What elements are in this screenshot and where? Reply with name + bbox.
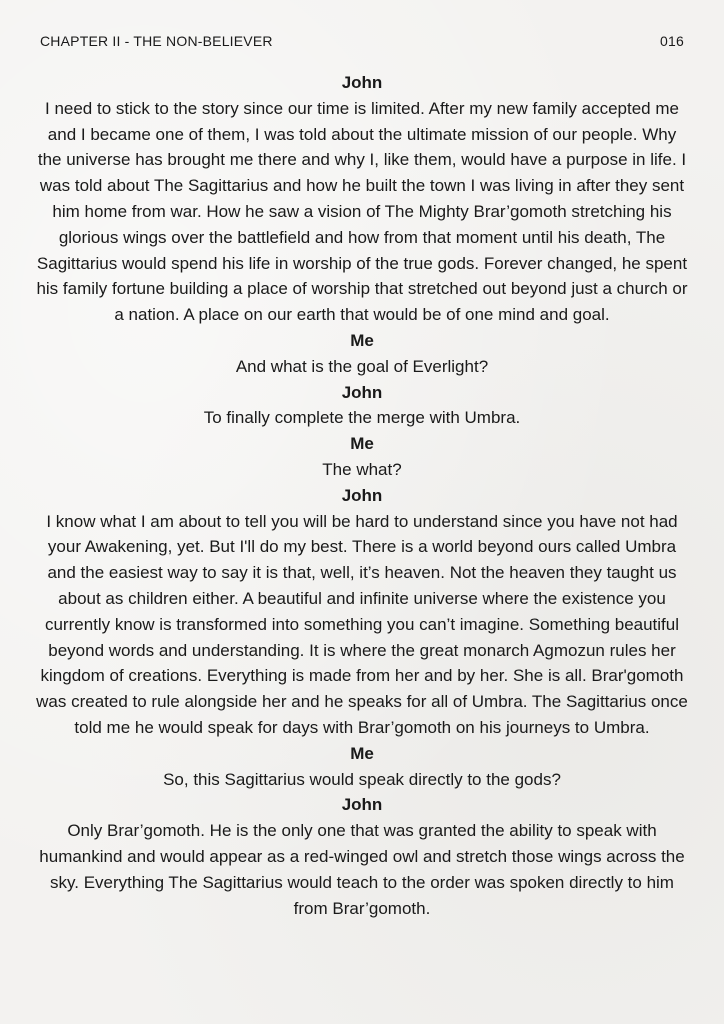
dialogue-block <box>36 741 688 793</box>
dialogue-text: So, this Sagittarius would speak directly to the gods? <box>163 769 561 789</box>
dialogue-text: To finally complete the merge with Umbra. <box>203 408 521 428</box>
page-number: 016 <box>660 33 684 49</box>
dialogue-body <box>36 70 688 921</box>
speaker-name: John <box>341 485 383 505</box>
page-header <box>40 33 684 53</box>
speaker-name: John <box>341 795 383 815</box>
dialogue-block <box>36 483 688 741</box>
speaker-name: Me <box>350 743 374 763</box>
chapter-title: CHAPTER II - THE NON-BELIEVER <box>40 33 273 49</box>
dialogue-block <box>36 431 688 483</box>
speaker-name: John <box>341 73 383 92</box>
speaker-name: Me <box>350 330 374 350</box>
dialogue-text: And what is the goal of Everlight? <box>235 356 489 376</box>
dialogue-block <box>36 328 688 380</box>
speaker-name: Me <box>350 434 374 454</box>
dialogue-block <box>36 380 688 432</box>
dialogue-text: I need to stick to the story since our time is limited. After my new family accepted me and I became one of them, I was told about the ultimate mission of our people. Why the universe has brought me there and why I, like them, would have a purpose in life. I was told about The Sagittarius and how he built the town I was living in after they sent him home from war. How he saw a vision of The Mighty Brar’gomoth stretching his glorious wings over the battlefield and how from that moment until his death, The Sagittarius would spend his life in worship of the true gods. Forever changed, he spent his family fortune building a place of worship that stretched out beyond just a church or a nation. A place on our earth that would be of one mind and goal. <box>36 98 688 325</box>
speaker-name: John <box>341 382 383 402</box>
dialogue-text: Only Brar’gomoth. He is the only one that was granted the ability to speak with humankind and would appear as a red-winged owl and stretch those wings across the sky. Everything The Sagittarius would teach to the order was spoken directly to him from Brar’gomoth. <box>39 821 685 918</box>
dialogue-text: The what? <box>322 459 402 479</box>
dialogue-block <box>36 792 688 921</box>
dialogue-text: I know what I am about to tell you will be hard to understand since you have not had your Awakening, yet. But I'll do my best. There is a world beyond ours called Umbra and the easiest way to say it is that, well, it’s heaven. Not the heaven they taught us about as children either. A beautiful and infinite universe where the existence you currently know is transformed into something you can’t imagine. Something beautiful beyond words and understanding. It is where the great monarch Agmozun rules her kingdom of creations. Everything is made from her and by her. She is all. Brar'gomoth was created to rule alongside her and he speaks for all of Umbra. The Sagittarius once told me he would speak for days with Brar’gomoth on his journeys to Umbra. <box>36 511 688 737</box>
dialogue-block <box>36 70 688 328</box>
